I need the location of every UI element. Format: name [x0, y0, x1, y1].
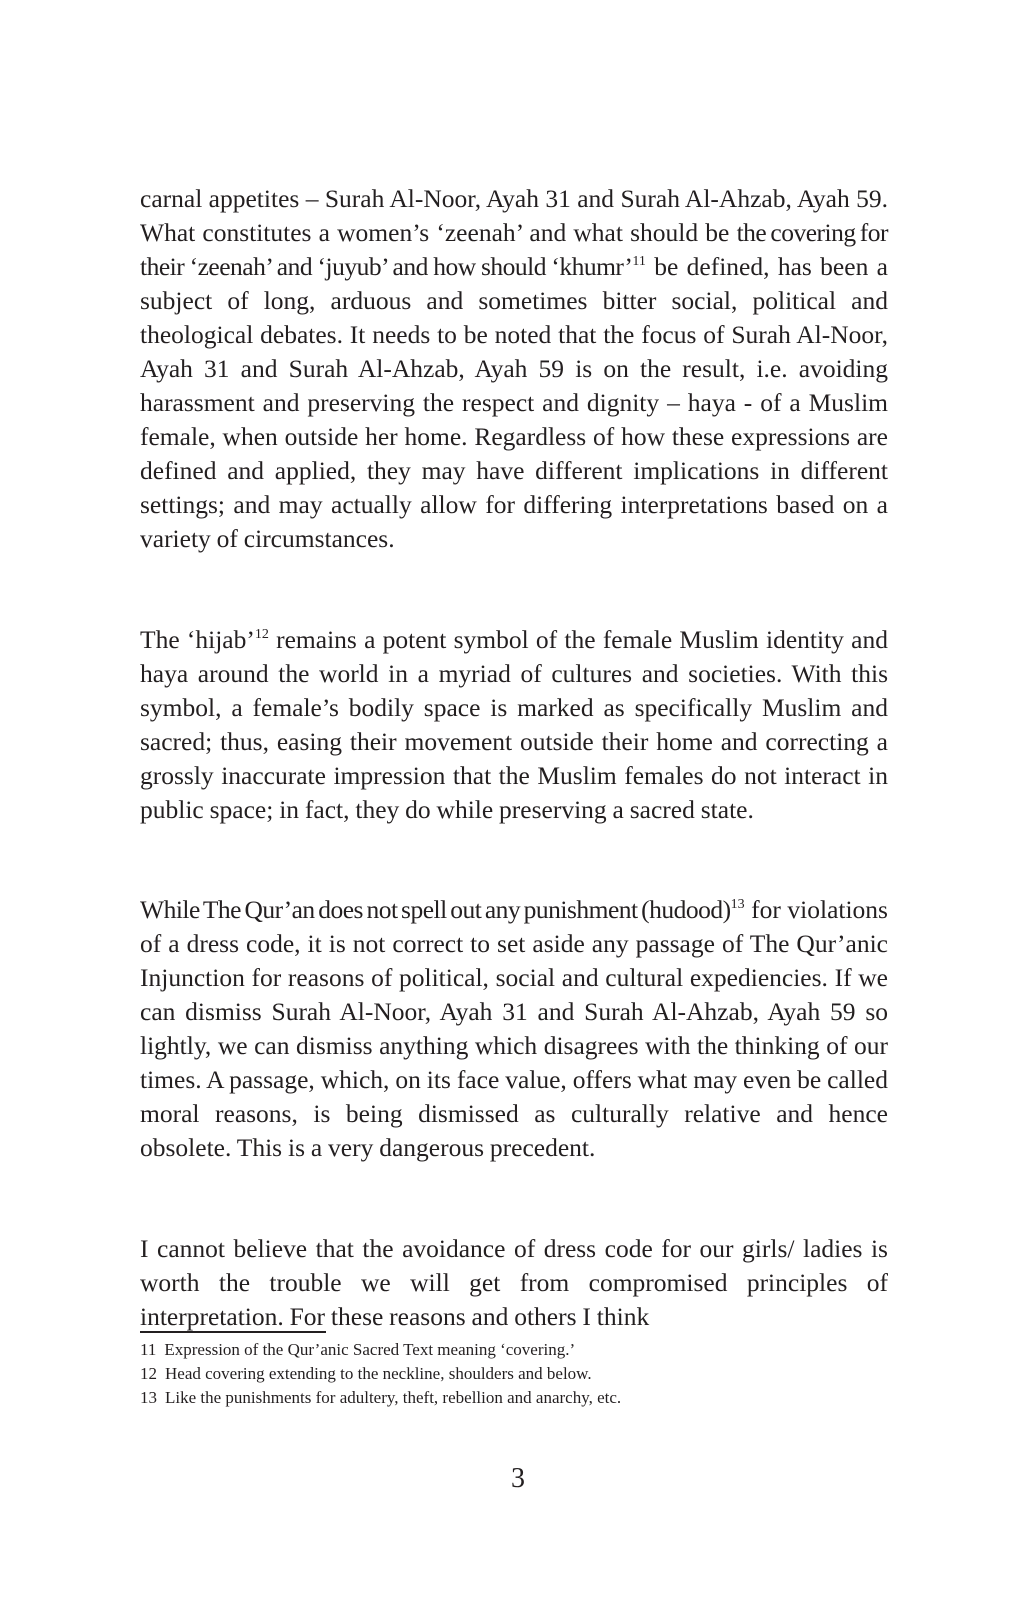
footnote-number: 11 — [140, 1340, 157, 1359]
body-paragraph-3 — [140, 893, 888, 1165]
footnote-text: Head covering extending to the neckline, shoulders and below. — [165, 1364, 592, 1383]
paragraph-text: carnal appetites – Surah Al-Noor, Ayah 31 and Surah Al-Ahzab, Ayah 59. What constitutes a women’s ‘zeenah’ and what should be — [140, 184, 888, 247]
paragraph-text: The ‘hijab’ — [140, 625, 255, 654]
paragraph-text: be defined, has been a subject of long, arduous and sometimes bitter social, political and theological debates. It needs to be noted that the focus of Surah Al-Noor, Ayah 31 and Surah Al-Ahzab, Ayah 59 is on the result, i.e. avoiding harassment and preserving the respect and dignity – haya - of a Muslim female, when outside her home. Regardless of how these expressions are defined and applied, they may have different implications in different settings; and may actually allow for differing interpretations based on a variety of circumstances. — [140, 252, 888, 553]
footnote-12 — [140, 1362, 900, 1386]
footnote-reference: 13 — [730, 897, 745, 912]
paragraph-text: for violations of a dress code, it is not correct to set aside any passage of The Qur’anic Injunction for reasons of political, social and cultural expediencies. If we can dismiss Surah Al-Noor, Ayah 31 and Surah Al-Ahzab, Ayah 59 so lightly, we can dismiss anything which disagrees with the thinking of our times. A passage, which, on its face value, offers what may even be called moral reasons, is being dismissed as culturally relative and hence obsolete. This is a very dangerous precedent. — [140, 895, 888, 1162]
footnote-text: Expression of the Qur’anic Sacred Text meaning ‘covering.’ — [164, 1340, 576, 1359]
body-paragraph-2 — [140, 623, 888, 827]
body-paragraph-1 — [140, 182, 888, 556]
footnote-divider — [140, 1331, 326, 1333]
page-number: 3 — [511, 1463, 525, 1494]
footnote-11 — [140, 1338, 900, 1362]
footnote-number: 12 — [140, 1364, 157, 1383]
body-paragraph-4 — [140, 1232, 888, 1334]
footnote-number: 13 — [140, 1388, 157, 1407]
footnote-reference: 12 — [254, 627, 269, 642]
footnote-13 — [140, 1386, 900, 1410]
footnote-reference: 11 — [632, 254, 646, 269]
paragraph-text: While The Qur’an does not spell out any punishment (hudood) — [140, 895, 731, 924]
paragraph-text: remains a potent symbol of the female Muslim identity and haya around the world in a myriad of cultures and societies. With this symbol, a female’s bodily space is marked as specifically Muslim and sacred; thus, easing their movement outside their home and correcting a grossly inaccurate impression that the Muslim females do not interact in public space; in fact, they do while preserving a sacred state. — [140, 625, 888, 824]
footnote-text: Like the punishments for adultery, theft, rebellion and anarchy, etc. — [165, 1388, 622, 1407]
footnotes — [140, 1338, 900, 1410]
paragraph-text: the covering for their ‘zeenah’ and ‘juyub’ and how should ‘khumr’ — [140, 218, 889, 281]
paragraph-text: I cannot believe that the avoidance of dress code for our girls/ ladies is worth the trouble we will get from compromised principles of interpretation. For these reasons and others I think — [140, 1234, 888, 1331]
